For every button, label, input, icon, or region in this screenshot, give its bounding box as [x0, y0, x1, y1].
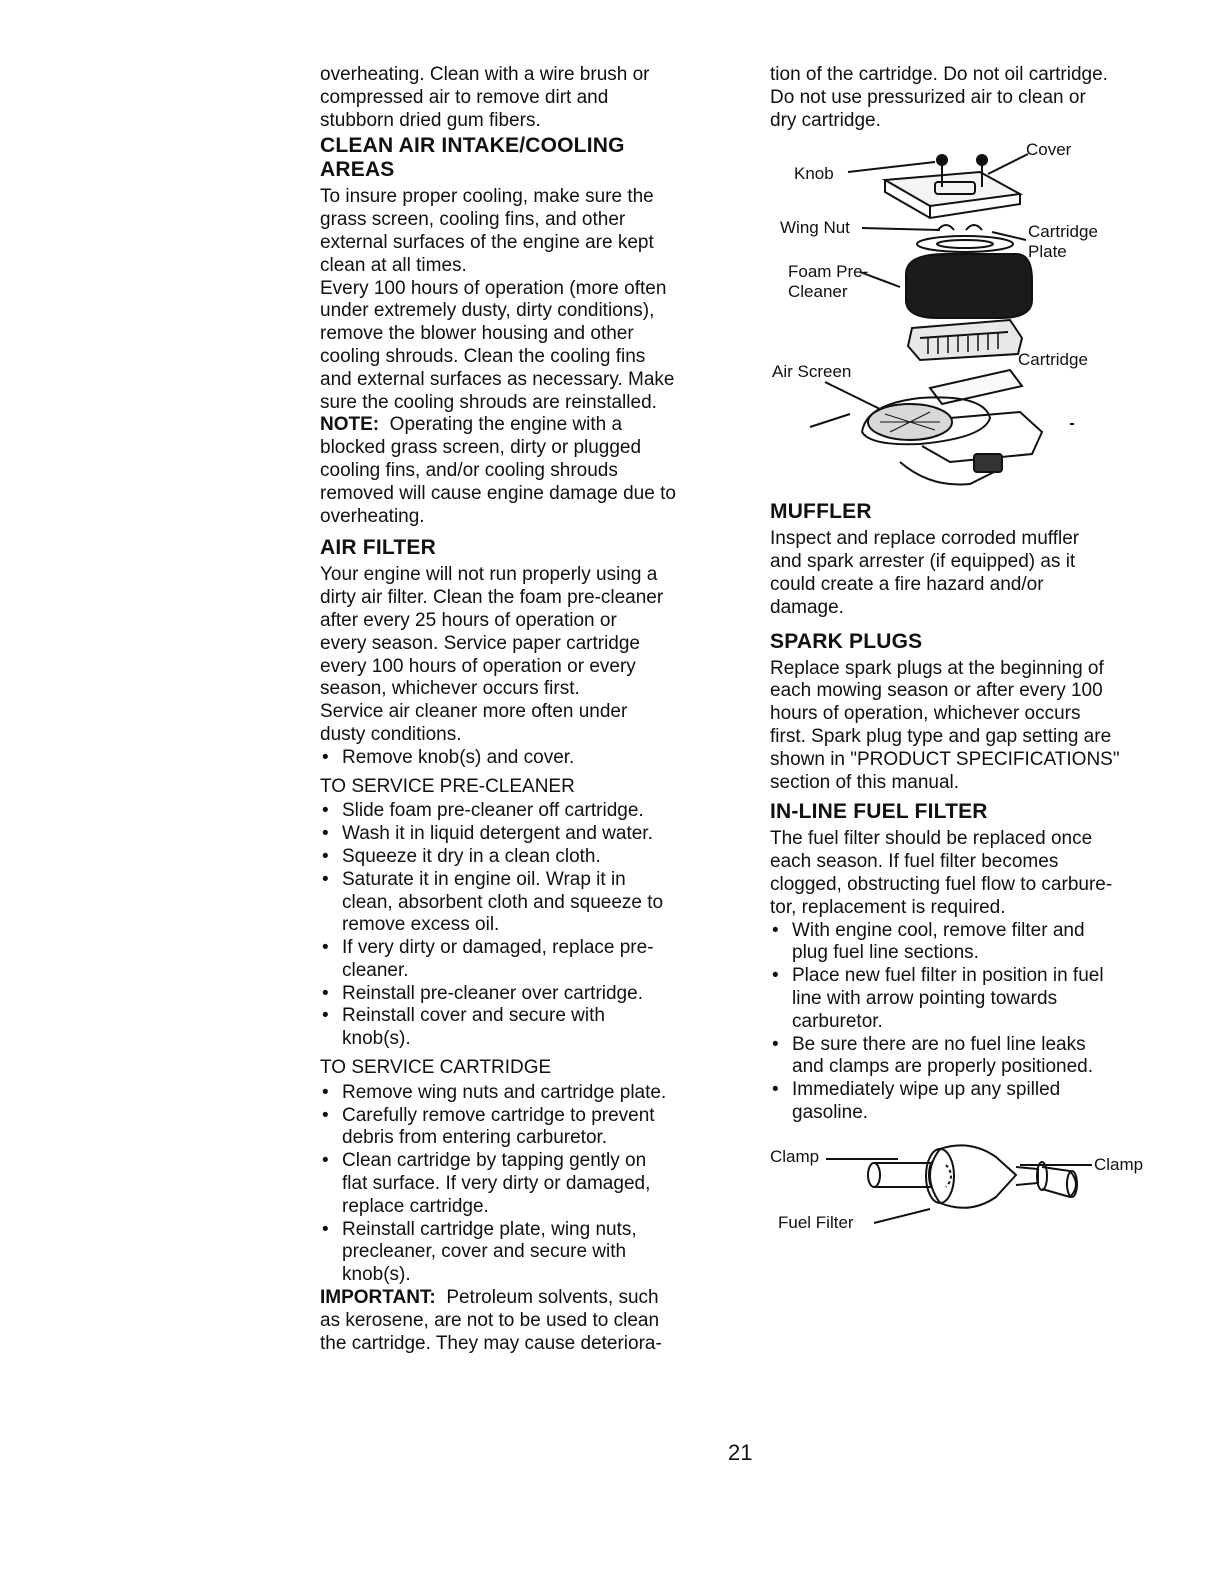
- cartridge-label: Cartridge: [1018, 350, 1088, 370]
- clamp-left-label: Clamp: [770, 1146, 820, 1166]
- text-line: and spark arrester (if equipped) as it: [770, 551, 1076, 573]
- fuel-filter-heading: IN-LINE FUEL FILTER: [770, 800, 988, 824]
- text-line: • Reinstall cartridge plate, wing nuts,: [342, 1218, 637, 1240]
- clean-air-body: [320, 186, 750, 528]
- text-line: The fuel filter should be replaced once: [770, 828, 1093, 850]
- list-item: [320, 823, 750, 846]
- text-line: tor, replacement is required.: [770, 896, 1006, 918]
- text-line: plug fuel line sections.: [792, 942, 979, 964]
- list-item: [320, 800, 750, 823]
- text-line: remove excess oil.: [342, 914, 500, 936]
- text-line: cooling shrouds. Clean the cooling fins: [320, 345, 646, 367]
- text-line: Petroleum solvents, such: [446, 1287, 659, 1309]
- text-line: • If very dirty or damaged, replace pre-: [342, 937, 654, 959]
- text-line: • Squeeze it dry in a clean cloth.: [342, 845, 601, 867]
- text-line: cleaner.: [342, 959, 409, 981]
- text-line: damage.: [770, 596, 844, 618]
- text-line: • Carefully remove cartridge to prevent: [342, 1104, 655, 1126]
- pre-cleaner-subheading: TO SERVICE PRE-CLEANER: [320, 775, 575, 797]
- fuel-filter-body: [770, 828, 1180, 919]
- text-line: • Slide foam pre-cleaner off cartridge.: [342, 800, 644, 822]
- important-line: [320, 1287, 750, 1310]
- text-line: • With engine cool, remove filter and: [792, 919, 1085, 941]
- text-line: • Immediately wipe up any spilled: [792, 1079, 1061, 1101]
- text-line: line with arrow pointing towards: [792, 987, 1058, 1009]
- text-line: • Saturate it in engine oil. Wrap it in: [342, 868, 626, 890]
- text-line: flat surface. If very dirty or damaged,: [342, 1173, 651, 1195]
- clean-air-heading: [320, 134, 750, 182]
- text-line: and clamps are properly positioned.: [792, 1056, 1094, 1078]
- text-line: Your engine will not run properly using a: [320, 564, 658, 586]
- text-line: Inspect and replace corroded muffler: [770, 528, 1080, 550]
- text-line: sure the cooling shrouds are reinstalled.: [320, 391, 657, 413]
- text-line: replace cartridge.: [342, 1195, 489, 1217]
- fuel-filter-label: Fuel Filter: [778, 1212, 854, 1232]
- fuel-filter-list: [770, 920, 1180, 1125]
- text-line: every season. Service paper cartridge: [320, 632, 640, 654]
- text-line: each mowing season or after every 100: [770, 680, 1103, 702]
- cartridge-continuation: [770, 64, 1180, 132]
- clamp-right-label: Clamp: [1094, 1154, 1144, 1174]
- list-item: [320, 937, 750, 983]
- list-item: [320, 1105, 750, 1151]
- intro-continuation: [320, 64, 750, 132]
- text-line: dirty air filter. Clean the foam pre-cleaner: [320, 587, 664, 609]
- text-line: To insure proper cooling, make sure the: [320, 186, 654, 208]
- text-line: every 100 hours of operation or every: [320, 655, 636, 677]
- text-line: compressed air to remove dirt and: [320, 86, 609, 108]
- list-item: [320, 869, 750, 937]
- text-line: clogged, obstructing fuel flow to carbure-: [770, 873, 1113, 895]
- text-line: dry cartridge.: [770, 109, 881, 131]
- text-line: shown in "PRODUCT SPECIFICATIONS": [770, 748, 1120, 770]
- spark-plugs-heading: SPARK PLUGS: [770, 629, 923, 653]
- text-line: Service air cleaner more often under: [320, 701, 628, 723]
- note-label: NOTE:: [320, 414, 380, 436]
- note-line: [320, 414, 750, 437]
- heading-line: CLEAN AIR INTAKE/COOLING: [320, 134, 625, 158]
- cartridge-subheading: TO SERVICE CARTRIDGE: [320, 1057, 552, 1079]
- list-item: • Remove knob(s) and cover.: [320, 747, 750, 770]
- text-line: section of this manual.: [770, 771, 960, 793]
- foam-precleaner-label: Foam Pre-: [788, 262, 869, 282]
- text-line: Replace spark plugs at the beginning of: [770, 657, 1104, 679]
- text-line: after every 25 hours of operation or: [320, 609, 617, 631]
- text-line: each season. If fuel filter becomes: [770, 851, 1059, 873]
- text-line: • Place new fuel filter in position in fuel: [792, 965, 1104, 987]
- cartridge-plate-label-2: Plate: [1028, 242, 1067, 262]
- text-line: could create a fire hazard and/or: [770, 573, 1044, 595]
- text-line: precleaner, cover and secure with: [342, 1241, 627, 1263]
- text-line: as kerosene, are not to be used to clean: [320, 1309, 660, 1331]
- air-filter-body: [320, 564, 750, 769]
- left-column: [320, 64, 750, 1355]
- text-line: gasoline.: [792, 1101, 869, 1123]
- muffler-body: [770, 528, 1180, 619]
- list-item: [320, 1082, 750, 1105]
- text-line: clean at all times.: [320, 254, 467, 276]
- text-line: clean, absorbent cloth and squeeze to: [342, 891, 664, 913]
- text-line: • Reinstall cover and secure with: [342, 1005, 605, 1027]
- text-line: • Wash it in liquid detergent and water.: [342, 823, 653, 845]
- text-line: carburetor.: [792, 1010, 883, 1032]
- text-line: • Be sure there are no fuel line leaks: [792, 1033, 1086, 1055]
- air-cleaner-illustration: [770, 132, 1180, 492]
- text-line: Every 100 hours of operation (more often: [320, 277, 667, 299]
- list-item: [770, 920, 1180, 966]
- heading-line: AREAS: [320, 158, 395, 182]
- text-line: knob(s).: [342, 1028, 411, 1050]
- text-line: • Clean cartridge by tapping gently on: [342, 1150, 647, 1172]
- text-line: tion of the cartridge. Do not oil cartridge.: [770, 64, 1108, 85]
- list-item: [320, 983, 750, 1006]
- list-item: [320, 846, 750, 869]
- text-line: overheating.: [320, 505, 425, 527]
- text-line: under extremely dusty, dirty conditions),: [320, 300, 655, 322]
- text-line: and external surfaces as necessary. Make: [320, 368, 675, 390]
- list-item: [770, 1034, 1180, 1080]
- air-screen-label: Air Screen: [772, 362, 852, 382]
- text-line: hours of operation, whichever occurs: [770, 703, 1081, 725]
- text-line: remove the blower housing and other: [320, 323, 634, 345]
- text-line: • Reinstall pre-cleaner over cartridge.: [342, 982, 643, 1004]
- text-line: dusty conditions.: [320, 723, 462, 745]
- remove-knob-list: [320, 747, 750, 770]
- important-note: [320, 1287, 750, 1355]
- list-item: [770, 1079, 1180, 1125]
- fuel-filter-diagram: [770, 1139, 1170, 1249]
- air-cleaner-diagram: [770, 132, 1180, 492]
- text-line: external surfaces of the engine are kept: [320, 231, 654, 253]
- pre-cleaner-list: [320, 800, 750, 1051]
- text-line: • Remove wing nuts and cartridge plate.: [342, 1081, 667, 1103]
- list-item: [320, 1005, 750, 1051]
- air-filter-heading: AIR FILTER: [320, 536, 436, 560]
- cover-label: Cover: [1026, 140, 1072, 160]
- right-column: [770, 64, 1180, 1249]
- text-line: the cartridge. They may cause deteriora-: [320, 1332, 662, 1354]
- text-line: stubborn dried gum fibers.: [320, 109, 541, 131]
- list-item: [770, 965, 1180, 1033]
- list-item: [320, 1219, 750, 1287]
- page-number: 21: [728, 1440, 753, 1465]
- knob-label: Knob: [794, 164, 834, 184]
- foam-precleaner-label-2: Cleaner: [788, 282, 848, 302]
- text-line: Operating the engine with a: [389, 414, 623, 436]
- text-line: debris from entering carburetor.: [342, 1127, 608, 1149]
- list-item: [320, 1150, 750, 1218]
- text-line: grass screen, cooling fins, and other: [320, 209, 626, 231]
- text-line: season, whichever occurs first.: [320, 678, 580, 700]
- spark-plugs-body: [770, 658, 1180, 795]
- muffler-heading: MUFFLER: [770, 500, 872, 524]
- text-line: knob(s).: [342, 1264, 411, 1286]
- text-line: cooling fins, and/or cooling shrouds: [320, 459, 618, 481]
- cartridge-plate-label: Cartridge: [1028, 222, 1098, 242]
- text-line: Do not use pressurized air to clean or: [770, 86, 1086, 108]
- text-line: blocked grass screen, dirty or plugged: [320, 437, 642, 459]
- text-line: first. Spark plug type and gap setting are: [770, 725, 1112, 747]
- text-line: removed will cause engine damage due to: [320, 482, 676, 504]
- text-line: overheating. Clean with a wire brush or: [320, 64, 650, 85]
- important-label: IMPORTANT:: [320, 1287, 436, 1309]
- cartridge-list: [320, 1082, 750, 1287]
- wing-nut-label: Wing Nut: [780, 218, 850, 238]
